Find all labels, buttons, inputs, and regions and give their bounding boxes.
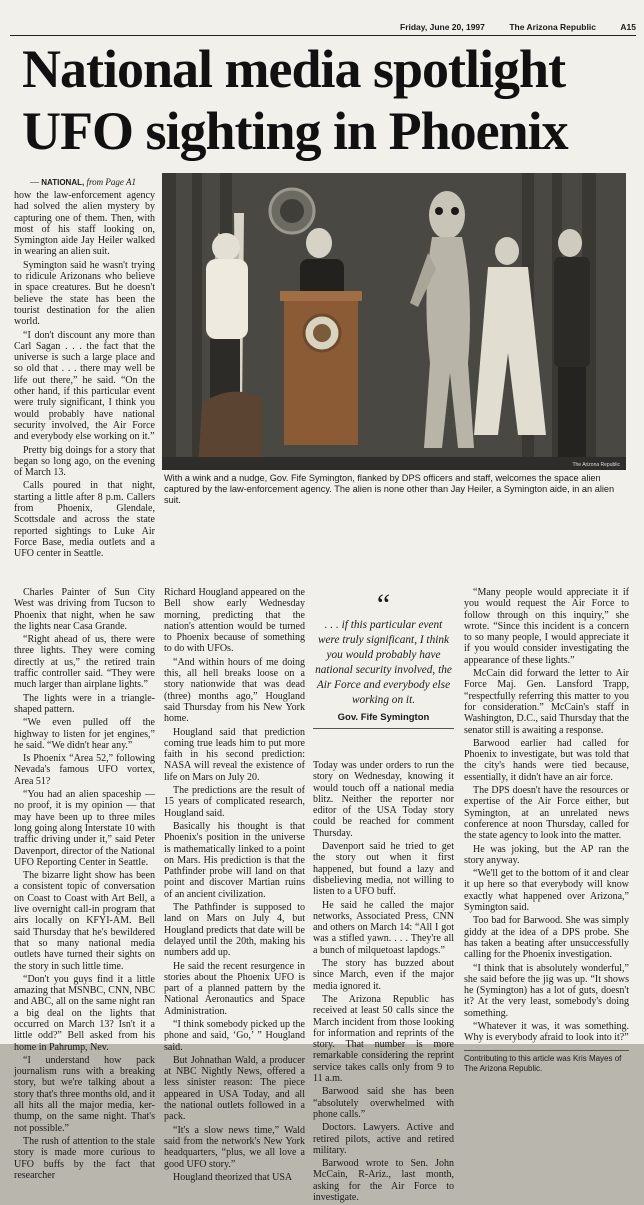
header-page: A15 — [620, 22, 636, 32]
pull-quote-attribution: Gov. Fife Symington — [313, 712, 454, 729]
paragraph: “We even pulled off the highway to listen for jet engines,” he said. “We didn't hear any.” — [14, 717, 155, 751]
jump-from: from Page A1 — [84, 177, 136, 187]
paragraph: “Right ahead of us, there were three lights. They were coming directly at us,” the retired train traffic controller said. “They were much larger than airplane lights.” — [14, 634, 155, 691]
jump-line — [30, 177, 136, 187]
paragraph: But Johnathan Wald, a producer at NBC Nightly News, offered a less sinister reason: The piece appeared in USA Today, and all the national outlets followed in a pack. — [164, 1054, 305, 1123]
paragraph: The predictions are the result of 15 years of complicated research, Hougland said. — [164, 785, 305, 819]
paragraph: Today was under orders to run the story on Wednesday, knowing it would touch off a national media blitz. Neither the reporter nor editor of the USA Today story could be reached for comment Thursday. — [313, 760, 454, 839]
paragraph: Davenport said he tried to get the story out when it first happened, but found a lazy and disbelieving media, not willing to listen to a UFO buff. — [313, 841, 454, 898]
header-paper: The Arizona Republic — [509, 22, 596, 32]
paragraph: “We'll get to the bottom of it and clear it up here so that everybody will know exactly what happened over Arizona,” Symington said. — [464, 868, 629, 914]
jump-prefix: — — [30, 177, 42, 187]
paragraph: The DPS doesn't have the resources or expertise of the Air Force either, but Symington, at an unrelated news conference at noon Thursday, called for the state agency to look into the matter. — [464, 785, 629, 842]
paragraph: Charles Painter of Sun City West was driving from Tucson to Phoenix that night, when he saw the lights near Casa Grande. — [14, 587, 155, 632]
column-1-lower — [14, 587, 155, 1183]
photo-caption: With a wink and a nudge, Gov. Fife Symington, flanked by DPS officers and staff, welcomes the space alien captured by the law-enforcement agency. The alien is none other than Jay Heiler, a Symington aide, in an alien suit. — [164, 473, 615, 505]
paragraph: “You had an alien spaceship — no proof, it is my opinion — that may have been up to three miles long going along Interstate 10 with traffic driving under it,” said Peter Davenport, director of the National UFO Reporting Center in Seattle. — [14, 789, 155, 868]
headline-line-2: UFO sighting in Phoenix — [22, 101, 568, 161]
paragraph: The Arizona Republic has received at least 50 calls since the March incident from those looking for information and reprints of the story. That number is more remarkable considering the reprint service takes calls only from 9 to 11 a.m. — [313, 993, 454, 1085]
paragraph: The lights were in a triangle-shaped pattern. — [14, 692, 155, 715]
header-rule — [10, 35, 636, 36]
paragraph: “I don't discount any more than Carl Sagan . . . the fact that the universe is such a large place and so old that . . . there may well be life out there,” he said. “On the other hand, if this particular event were truly significant, I think you would probably have national security involved, the Air Force and everybody else working on it.” — [14, 329, 155, 443]
paragraph: The rush of attention to the stale story is made more curious to UFO buffs by the fact that researcher — [14, 1135, 155, 1181]
paragraph: “Don't you guys find it a little amazing that MSNBC, CNN, NBC and ABC, all on the same night ran a big deal on the lights that occurred on March 13? Isn't it a little odd?” Bell asked from his home in Pahrump, Nev. — [14, 973, 155, 1053]
column-1 — [14, 190, 155, 562]
pull-quote-text: . . . if this particular event were truly significant, I think you would probably have national security involved, the Air Force and everybody else working on it. — [315, 619, 452, 706]
column-4 — [464, 587, 629, 1074]
paragraph: Barwood said she has been “absolutely overwhelmed with phone calls.” — [313, 1086, 454, 1120]
paragraph: He was joking, but the AP ran the story anyway. — [464, 843, 629, 866]
photo-illustration — [162, 173, 626, 470]
quote-mark-icon: “ — [376, 588, 391, 621]
jump-section: NATIONAL, — [41, 178, 85, 187]
paragraph: McCain did forward the letter to Air Force Maj. Gen. Lansford Trapp, “respectfully referring this matter to you for consideration.” McCain's staff in Washington, D.C., said Thursday that the senator still is awaiting a response. — [464, 668, 629, 736]
paragraph: Pretty big doings for a story that began so long ago, on the evening of March 13. — [14, 444, 155, 479]
headline-line-1: National media spotlight — [22, 39, 566, 99]
paragraph: Doctors. Lawyers. Active and retired pilots, active and retired military. — [313, 1122, 454, 1156]
paragraph: Is Phoenix “Area 52,” following Nevada's famous UFO vortex, Area 51? — [14, 753, 155, 787]
paragraph: Richard Hougland appeared on the Bell show early Wednesday morning, predicting that the nation's attention would be turned to Phoenix because of something to do with UFOs. — [164, 587, 305, 655]
paragraph: Hougland said that prediction coming true leads him to put more faith in his second prediction: NASA will reveal the existence of life on Mars on July 20. — [164, 726, 305, 783]
paragraph: Hougland theorized that USA — [173, 1171, 293, 1183]
paragraph: Barwood earlier had called for Phoenix to investigate, but was told that the city's hands were tied because, essentially, it didn't have an air force. — [464, 737, 629, 783]
news-photo — [162, 173, 626, 470]
contributor-note: Contributing to this article was Kris Mayes of The Arizona Republic. — [464, 1050, 629, 1074]
paragraph: “Whatever it was, it was something. Why is everybody afraid to look into it?” — [464, 1020, 629, 1044]
paragraph: how the law-enforcement agency had solved the alien mystery by capturing one of them. Then, with most of his staff looking on, Symington aide Jay Heiler walked in wearing an alien suit. — [14, 190, 155, 258]
paragraph: The Pathfinder is supposed to land on Mars on July 4, but Hougland predicts that date will be delayed until the 20th, making his numbers add up. — [164, 902, 305, 959]
paragraph: “It's a slow news time,” Wald said from the network's New York headquarters, “plus, we all love a good UFO story.” — [164, 1124, 305, 1170]
column-2 — [164, 587, 305, 1185]
paragraph: “I think somebody picked up the phone and said, ‘Go,’ ” Hougland said. — [164, 1018, 305, 1053]
paragraph: “I think that is absolutely wonderful,” she said before the jig was up. “It shows he (Symington) has a lot of guts, doesn't it? At the very least, somebody's doing something. — [464, 962, 629, 1019]
paragraph: Too bad for Barwood. She was simply giddy at the idea of a DPS probe. She has taken a beating after unsuccessfully calling for the Phoenix investigation. — [464, 915, 629, 961]
paragraph: “Many people would appreciate it if you would request the Air Force to follow through on this inquiry,” she wrote. “Since this incident is a concern to so many people, I would appreciate it if you would consider investigating the appearance of these lights.” — [464, 587, 629, 666]
paragraph: The story has buzzed about since March, even if the major media ignored it. — [313, 958, 454, 992]
header-date: Friday, June 20, 1997 — [400, 22, 485, 32]
column-3 — [313, 760, 454, 1205]
pull-quote — [313, 588, 454, 729]
paragraph: The bizarre light show has been a consistent topic of conversation on Coast to Coast with Art Bell, a live overnight call-in program that airs locally on KFYI-AM. Bell said Thursday that he's bewildered that so many national media outlets have turned their sights on the story in such little time. — [14, 870, 155, 972]
paragraph: “I understand how pack journalism runs with a breaking story, but we're talking about a story that's three months old, and it all hits all the major media, ker-thump, on the same night. That's not possible.” — [14, 1054, 155, 1134]
photo-credit: The Arizona Republic — [572, 462, 620, 468]
paragraph: “And within hours of me doing this, all hell breaks loose on a story nationwide that was dead (three) months ago,” Hougland said Thursday from his New York home. — [164, 656, 305, 725]
paragraph: Barwood wrote to Sen. John McCain, R-Ariz., last month, asking for the Air Force to investigate. — [313, 1158, 454, 1203]
paragraph: Basically his thought is that Phoenix's position in the universe is mathematically linked to a point on Mars. His prediction is that the Pathfinder probe will land on that point and discover Martian ruins of an ancient civilization. — [164, 820, 305, 900]
paragraph: He said the recent resurgence in stories about the Phoenix UFO is part of a planned pattern by the National Aeronautics and Space Administration. — [164, 960, 305, 1017]
page-header — [400, 22, 636, 32]
paragraph: Symington said he wasn't trying to ridicule Arizonans who believe in space creatures. But he doesn't believe the state has been the tourist destination for the alien world. — [14, 259, 155, 328]
paragraph: He said he called the major networks, Associated Press, CNN and others on March 14: “All I got was a stifled yawn. . . . They're all a bunch of milquetoast lapdogs.” — [313, 899, 454, 956]
paragraph: Calls poured in that night, starting a little after 8 p.m. Callers from Phoenix, Glendale, Scottsdale and across the state reported sightings to Luke Air Force Base, media outlets and a UFO center in Seattle. — [14, 480, 155, 560]
